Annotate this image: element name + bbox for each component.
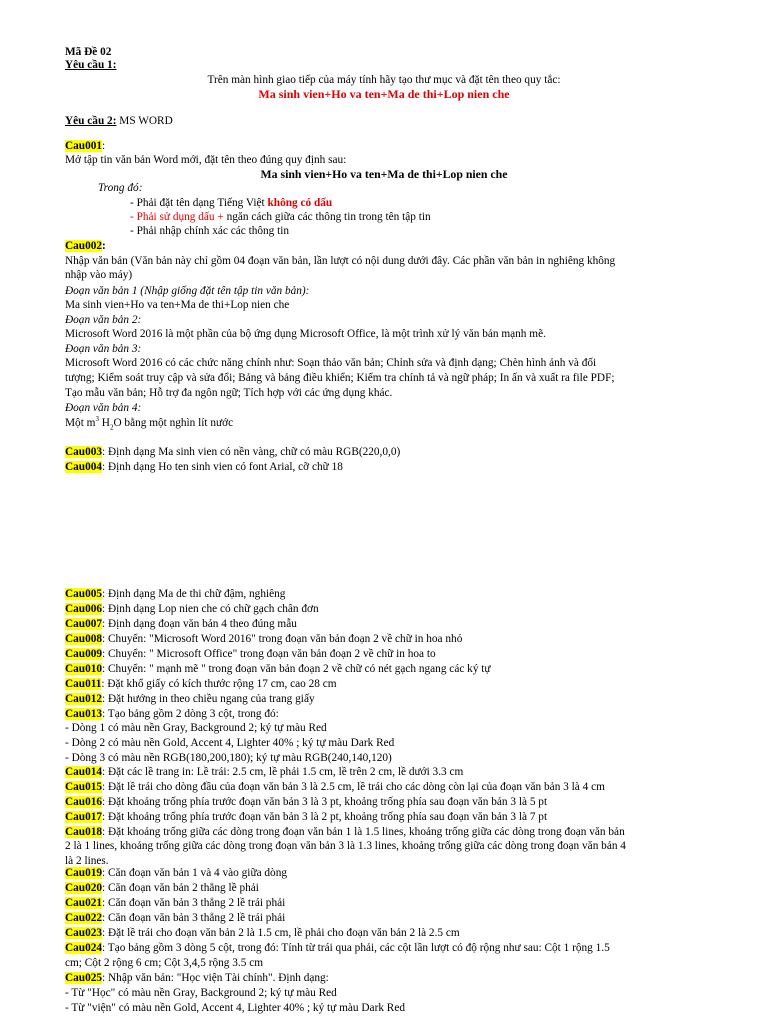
task-tag: Cau009 [65,648,103,660]
task-suffix: : [102,140,106,152]
task-tag: Cau018 [65,826,103,838]
task-text: : Chuyển: "Microsoft Word 2016" trong đoạn văn bản đoạn 2 về chữ in hoa nhỏ [102,633,463,645]
cau002-line-1: Nhập văn bản (Văn bản này chỉ gồm 04 đoạn văn bản, lần lượt có nội dung dưới đây. Các phần văn bản in nghiêng không [65,255,616,267]
table13-spec: - Dòng 1 có màu nền Gray, Background 2; ký tự màu Red [65,722,327,734]
rule-bullet-emphasis: - Phải sử dụng dấu + [130,211,224,223]
task-cau021 [65,896,285,910]
p4-part: O bằng một nghìn lít nước [113,417,234,429]
task-tag: Cau015 [65,781,103,793]
cau024-continuation: cm; Cột 2 rộng 6 cm; Cột 3,4,5 rộng 3.5 cm [65,957,263,969]
task-text: : Nhập văn bản: "Học viện Tài chính". Định dạng: [102,972,329,984]
task-text: : Định dạng Ma de thi chữ đậm, nghiêng [102,588,286,600]
rule-bullet-emphasis: không có dấu [267,197,333,209]
p4-subscript: 2 [109,423,114,432]
paragraph-2-text: Microsoft Word 2016 là một phần của bộ ứng dụng Microsoft Office, là một trình xử lý văn bản mạnh mẽ. [65,328,546,340]
task-text: : Chuyển: " Microsoft Office" trong đoạn văn bản đoạn 2 về chữ in hoa to [102,648,436,660]
task-text: : Đặt khoảng trống giữa các dòng trong đoạn văn bản 1 là 1.5 lines, khoảng trống giữa các dòng trong đoạn văn bản [102,826,625,838]
requirement-2-app: MS WORD [116,115,173,127]
task-cau015 [65,780,605,794]
task-cau016 [65,795,547,809]
task-tag: Cau025 [65,972,103,984]
task-text: : Đặt khoảng trống phía trước đoạn văn bản 3 là 3 pt, khoảng trống phía sau đoạn văn bản 3 là 5 pt [102,796,548,808]
task-tag: Cau007 [65,618,103,630]
task-text: : Đặt khổ giấy có kích thước rộng 17 cm, cao 28 cm [101,678,337,690]
task-cau004 [65,460,343,474]
p4-part: H [98,417,110,429]
task-cau018 [65,825,625,839]
rule-bullet-2 [130,210,431,224]
task-cau014 [65,765,463,779]
task-tag: Cau006 [65,603,103,615]
task-text: : Tạo bảng gồm 3 dòng 5 cột, trong đó: Tính từ trái qua phải, các cột lần lượt có độ rộng như sau: Cột 1 rộng 1.5 [102,942,610,954]
paragraph-4-text [65,416,233,430]
task-text: : Căn đoạn văn bản 3 thẳng 2 lề trái phải [102,912,286,924]
paragraph-3-line-2: tượng; Kiểm soát truy cập và sửa đổi; Bảng và bảng điều khiển; Kiểm tra chính tả và ngữ pháp; In ấn và xuất ra file PDF; [65,372,615,384]
task-cau007 [65,617,297,631]
task-tag: Cau011 [65,678,102,690]
rule-bullet-text: - Phải đặt tên dạng Tiếng Việt [130,197,268,209]
task-tag: Cau017 [65,811,103,823]
table13-spec: - Dòng 2 có màu nền Gold, Accent 4, Lighter 40% ; ký tự màu Dark Red [65,737,395,749]
requirement-2-label: Yêu cầu 2: [65,115,117,127]
paragraph-1-text: Ma sinh vien+Ho va ten+Ma de thi+Lop nien che [65,299,290,311]
rule-bullet-text: ngăn cách giữa các thông tin trong tên tập tin [223,211,431,223]
exam-code: Mã Đề 02 [65,46,112,58]
task-text: : Căn đoạn văn bản 1 và 4 vào giữa dòng [102,867,287,879]
task-cau012 [65,692,315,706]
task-text: : Định dạng Lop nien che có chữ gạch chân đơn [102,603,319,615]
paragraph-3-line-1: Microsoft Word 2016 có các chức năng chính như: Soạn thảo văn bản; Chỉnh sửa và định dạng; Chèn hình ảnh và đối [65,357,597,369]
paragraph-1-title: Đoạn văn bản 1 (Nhập giống đặt tên tập tin văn bản): [65,285,310,297]
task-cau011 [65,677,337,691]
task-text: : Tạo bảng gồm 2 dòng 3 cột, trong đó: [102,708,279,720]
cau025-spec: - Từ "viện" có màu nền Gold, Accent 4, Lighter 40% ; ký tự màu Dark Red [65,1002,406,1014]
p4-superscript: 3 [95,415,99,424]
requirement-2 [65,114,173,128]
task-cau024 [65,941,610,955]
task-cau009 [65,647,436,661]
cau002-line-2: nhập vào máy) [65,269,133,281]
task-text: : Định dạng Ma sinh vien có nền vàng, chữ có màu RGB(220,0,0) [102,446,401,458]
task-cau001 [65,139,105,153]
task-tag: Cau016 [65,796,103,808]
task-tag: Cau020 [65,882,103,894]
task-tag: Cau003 [65,446,103,458]
task-tag: Cau013 [65,708,103,720]
task-cau006 [65,602,319,616]
task-text: : Đặt hướng in theo chiều ngang của trang giấy [102,693,315,705]
p4-part: Một m [65,417,96,429]
cau025-spec: - Từ "Học" có màu nền Gray, Background 2; ký tự màu Red [65,987,337,999]
cau001-text: Mở tập tin văn bản Word mới, đặt tên theo đúng quy định sau: [65,154,347,166]
task-suffix: : [102,240,106,252]
paragraph-3-line-3: Tạo mẫu văn bản; Hỗ trợ đa ngôn ngữ; Tích hợp với các ứng dụng khác. [65,387,393,399]
folder-name-rule: Ma sinh vien+Ho va ten+Ma de thi+Lop nien che [258,87,510,101]
task-tag: Cau014 [65,766,103,778]
table13-spec: - Dòng 3 có màu nền RGB(180,200,180); ký tự màu RGB(240,140,120) [65,752,392,764]
task-tag: Cau002 [65,240,103,252]
requirement-1-instruction: Trên màn hình giao tiếp của máy tính hãy tạo thư mục và đặt tên theo quy tắc: [207,74,561,86]
task-cau017 [65,810,547,824]
task-cau020 [65,881,259,895]
task-tag: Cau021 [65,897,103,909]
cau018-continuation-line: 2 là 1 lines, khoảng trống giữa các dòng trong đoạn văn bản 3 là 1.3 lines, khoảng trống giữa các dòng trong đoạn văn bản 4 [65,840,626,852]
task-text: : Đặt lề trái cho dòng đầu của đoạn văn bản 3 là 2.5 cm, lề trái cho các dòng còn lại của đoạn văn bản 3 là 4 cm [102,781,605,793]
requirement-1-label: Yêu cầu 1: [65,59,117,71]
task-tag: Cau005 [65,588,103,600]
task-cau022 [65,911,285,925]
paragraph-2-title: Đoạn văn bản 2: [65,314,142,326]
paragraph-4-title: Đoạn văn bản 4: [65,402,142,414]
task-tag: Cau012 [65,693,103,705]
task-tag: Cau024 [65,942,103,954]
task-cau013 [65,707,279,721]
task-text: : Định dạng Ho ten sinh vien có font Arial, cỡ chữ 18 [102,461,343,473]
task-cau023 [65,926,460,940]
task-text: : Căn đoạn văn bản 3 thẳng 2 lề trái phải [102,897,286,909]
task-tag: Cau019 [65,867,103,879]
task-text: : Đặt lề trái cho đoạn văn bản 2 là 1.5 cm, lề phải cho đoạn văn bản 2 là 2.5 cm [102,927,460,939]
task-cau010 [65,662,491,676]
file-name-rule: Ma sinh vien+Ho va ten+Ma de thi+Lop nien che [260,167,508,181]
task-text: : Đặt các lề trang in: Lề trái: 2.5 cm, lề phải 1.5 cm, lề trên 2 cm, lề dưới 3.3 cm [102,766,464,778]
task-cau008 [65,632,462,646]
task-tag: Cau008 [65,633,103,645]
task-text: : Căn đoạn văn bản 2 thẳng lề phải [102,882,259,894]
within-label: Trong đó: [98,182,143,194]
task-cau019 [65,866,287,880]
task-text: : Chuyển: " mạnh mẽ " trong đoạn văn bản đoạn 2 về chữ có nét gạch ngang các ký tự [102,663,491,675]
task-cau002 [65,239,106,253]
task-text: : Định dạng đoạn văn bản 4 theo đúng mẫu [102,618,297,630]
task-cau005 [65,587,285,601]
task-text: : Đặt khoảng trống phía trước đoạn văn bản 3 là 2 pt, khoảng trống phía sau đoạn văn bản 3 là 7 pt [102,811,548,823]
paragraph-3-title: Đoạn văn bản 3: [65,343,142,355]
rule-bullet-3: - Phải nhập chính xác các thông tin [130,225,290,237]
cau018-continuation-line: là 2 lines. [65,855,109,867]
rule-bullet-1 [130,196,332,210]
task-tag: Cau004 [65,461,103,473]
task-tag: Cau023 [65,927,103,939]
task-cau025 [65,971,329,985]
task-tag: Cau010 [65,663,103,675]
task-cau003 [65,445,400,459]
task-tag: Cau022 [65,912,103,924]
task-tag: Cau001 [65,140,103,152]
